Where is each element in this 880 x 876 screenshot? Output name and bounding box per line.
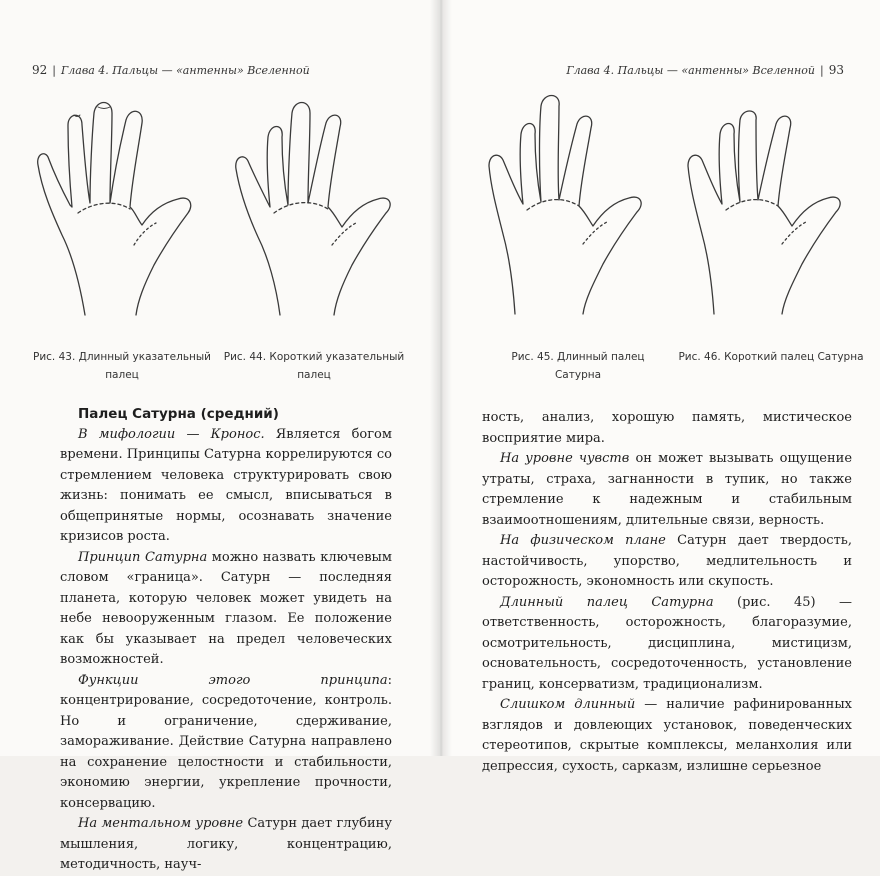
paragraph: На ментальном уровне Сатурн дает глубину мышления, логику, концентрацию, методичность, науч- <box>60 816 392 872</box>
left-page-header: 92 | Глава 4. Пальцы — «антенны» Вселенной <box>32 63 310 77</box>
left-page-number: 92 <box>32 63 48 77</box>
left-page-text <box>60 404 392 876</box>
figure-46-hand-drawing <box>680 92 860 320</box>
right-page-number: 93 <box>828 63 844 77</box>
figure-44-hand-drawing <box>230 95 415 320</box>
left-page <box>0 0 440 872</box>
right-page <box>440 0 880 774</box>
figure-46-caption: Рис. 46. Короткий палец Сатурна <box>678 351 864 363</box>
paragraph: Функции этого принципа: концентрирование, сосредоточение, контроль. Но и ограничение, сдерживание, замораживание. Действие Сатурна направлено на сохранение целостности и стабильности, экономию энергии, укрепление прочности, консервацию. <box>60 672 392 811</box>
right-page-header: Глава 4. Пальцы — «антенны» Вселенной | 93 <box>566 63 844 77</box>
section-heading: Палец Сатурна (средний) <box>78 406 279 422</box>
paragraph: На физическом плане Сатурн дает твердость, настойчивость, упорство, медлительность и осторожность, экономность или скупость. <box>482 533 852 589</box>
figure-43-caption: Рис. 43. Длинный указательный палец <box>32 351 212 381</box>
right-chapter-header: Глава 4. Пальцы — «антенны» Вселенной <box>566 64 815 77</box>
left-chapter-header: Глава 4. Пальцы — «антенны» Вселенной <box>61 64 310 77</box>
paragraph: В мифологии — Кронос. Является богом времени. Принципы Сатурна коррелируются со стремлением человека структурировать свою жизнь: понимать ее смысл, вписываться в общепринятые нормы, осознавать значение кризисов роста. <box>60 426 392 544</box>
paragraph: ность, анализ, хорошую память, мистическое восприятие мира. <box>482 410 852 446</box>
figure-45-hand-drawing <box>485 92 665 320</box>
figure-44-caption: Рис. 44. Короткий указательный палец <box>223 351 405 381</box>
paragraph: На уровне чувств он может вызывать ощущение утраты, страха, загнанности в тупик, но также стремление к надежным и стабильным взаимоотношениям, длительные связи, верность. <box>482 451 853 528</box>
figure-45-caption: Рис. 45. Длинный палец Сатурна <box>511 351 645 381</box>
figure-43-hand-drawing <box>30 95 215 320</box>
paragraph: Длинный палец Сатурна (рис. 45) — ответственность, осторожность, благоразумие, осмотрительность, дисциплина, мистицизм, основательность, сосредоточенность, установление границ, консерватизм, традиционализм. <box>482 594 853 692</box>
book-gutter-shadow <box>430 0 452 756</box>
right-page-text <box>482 408 852 777</box>
paragraph: Слишком длинный — наличие рафинированных взглядов и довлеющих установок, поведенческих стереотипов, скрытые комплексы, меланхолия или депрессия, сухость, сарказм, излишне серьезное <box>482 697 853 774</box>
paragraph: Принцип Сатурна можно назвать ключевым словом «граница». Сатурн — последняя планета, которую человек может увидеть на небе невооруженным глазом. Ее положение как бы указывает на предел человеческих возможностей. <box>60 549 392 667</box>
